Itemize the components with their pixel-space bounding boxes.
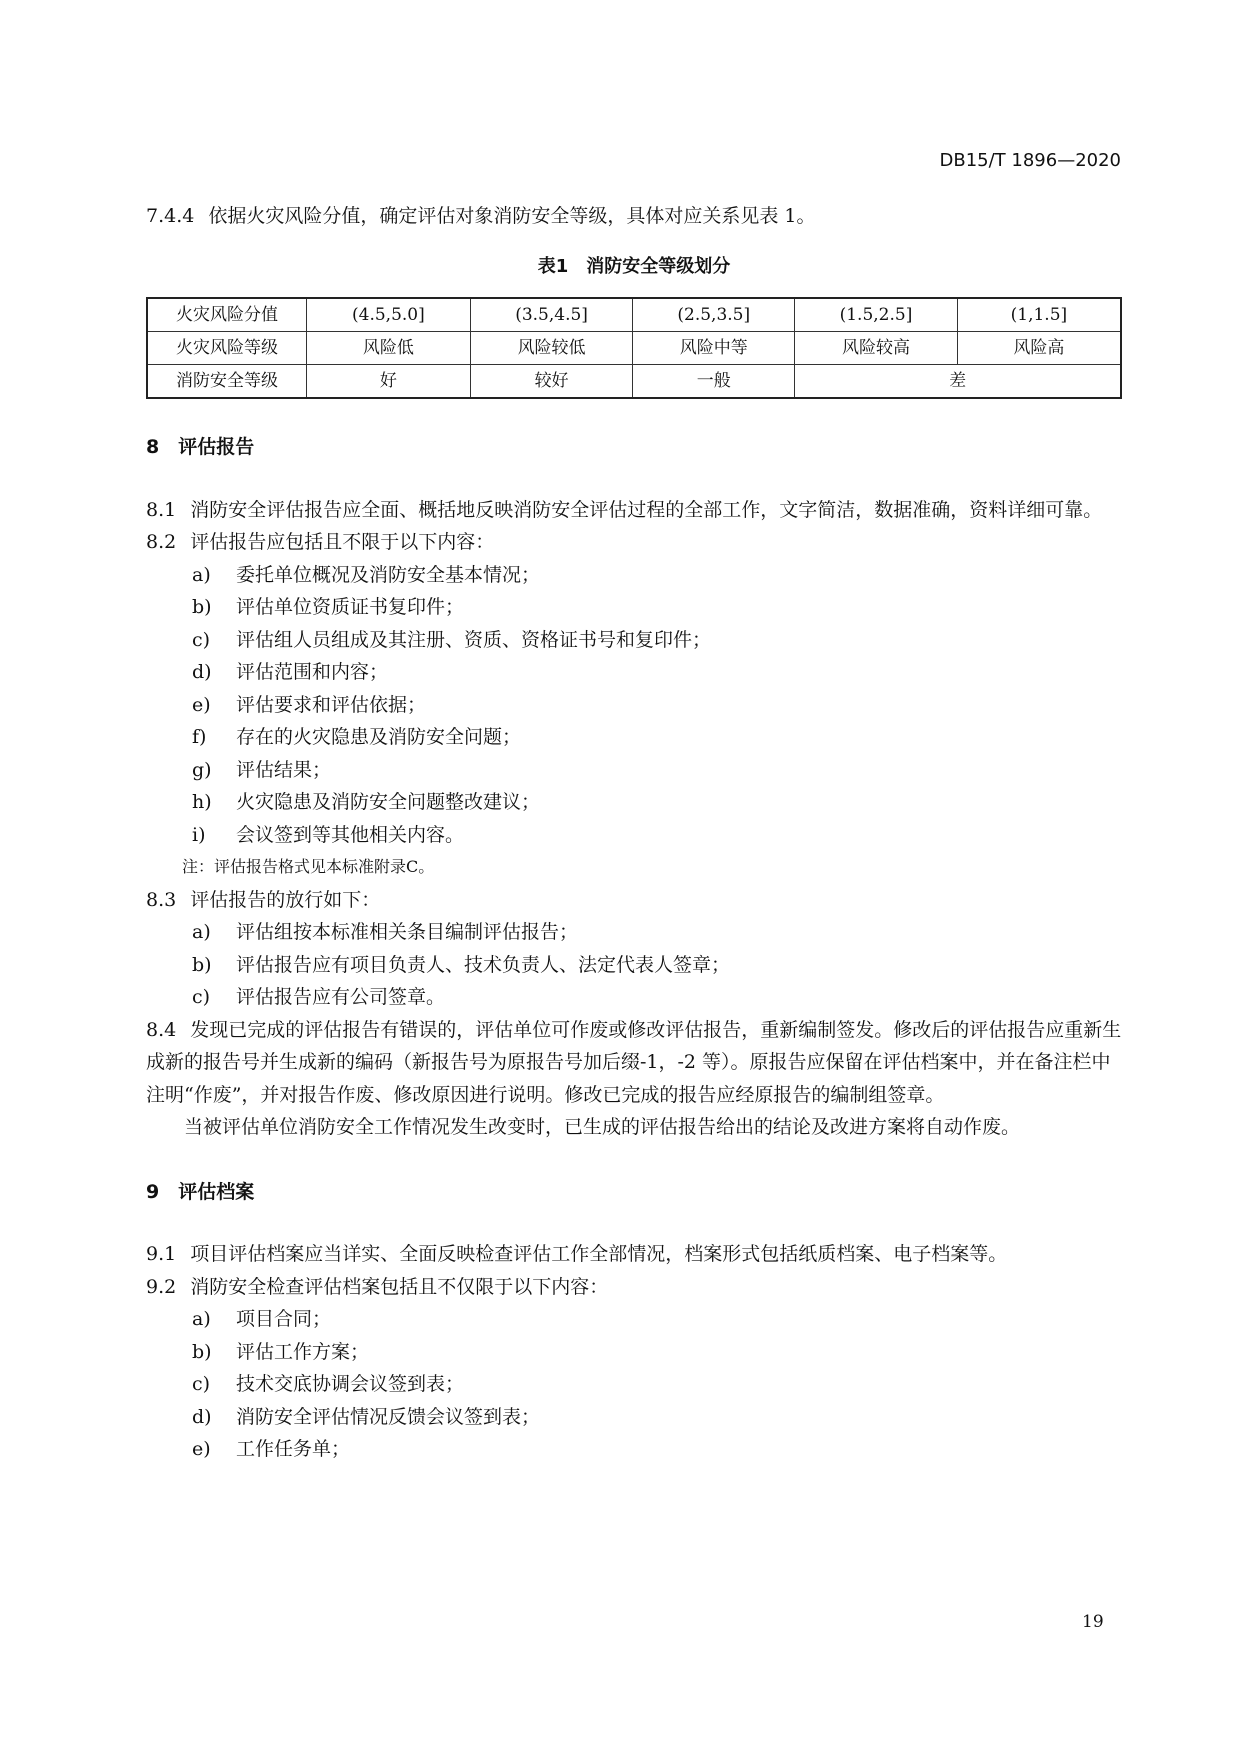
list-marker: d) bbox=[192, 1405, 212, 1428]
clause-8-3 bbox=[146, 884, 1122, 917]
clause-number: 8.1 bbox=[146, 498, 177, 521]
clause-9-2 bbox=[146, 1271, 1122, 1304]
list-item bbox=[146, 656, 1122, 689]
list-text: 评估要求和评估依据； bbox=[236, 693, 427, 716]
section-8-heading: 8 评估报告 bbox=[146, 436, 255, 458]
clause-number: 9.2 bbox=[146, 1275, 177, 1298]
clause-8-1 bbox=[146, 494, 1122, 527]
list-item bbox=[146, 1368, 1122, 1401]
list-item bbox=[146, 591, 1122, 624]
list-item bbox=[146, 786, 1122, 819]
standard-code-header: DB15/T 1896—2020 bbox=[939, 150, 1121, 171]
page-number: 19 bbox=[1082, 1612, 1104, 1632]
list-text: 技术交底协调会议签到表； bbox=[236, 1373, 465, 1395]
clause-7-4-4 bbox=[146, 200, 1122, 233]
table-cell: 风险高 bbox=[957, 332, 1121, 365]
row-header-cell: 火灾风险分值 bbox=[147, 298, 307, 332]
clause-number: 8.4 bbox=[146, 1018, 177, 1041]
clause-text: 依据火灾风险分值，确定评估对象消防安全等级，具体对应关系见表 1。 bbox=[208, 205, 816, 227]
list-item bbox=[146, 721, 1122, 754]
list-item bbox=[146, 1433, 1122, 1466]
clause-text: 评估报告应包括且不限于以下内容： bbox=[190, 531, 495, 553]
list-text: 委托单位概况及消防安全基本情况； bbox=[236, 563, 541, 586]
list-item bbox=[146, 949, 1122, 982]
list-item bbox=[146, 981, 1122, 1014]
list-item bbox=[146, 689, 1122, 722]
clause-text: 消防安全评估报告应全面、概括地反映消防安全评估过程的全部工作，文字简洁，数据准确，资料详细可靠。 bbox=[190, 498, 1103, 521]
list-marker: e) bbox=[192, 1438, 211, 1460]
list-marker: a) bbox=[192, 563, 211, 586]
list-marker: b) bbox=[192, 1340, 212, 1363]
clause-text: 项目评估档案应当详实、全面反映检查评估工作全部情况，档案形式包括纸质档案、电子档案等。 bbox=[190, 1243, 1008, 1265]
section-9-heading: 9 评估档案 bbox=[146, 1180, 255, 1203]
table-row bbox=[147, 365, 1121, 399]
item-list bbox=[146, 916, 1122, 1014]
list-marker: i) bbox=[192, 823, 206, 846]
clause-8-4 bbox=[146, 1014, 1122, 1112]
row-header-cell: 火灾风险等级 bbox=[147, 332, 307, 365]
list-text: 消防安全评估情况反馈会议签到表； bbox=[236, 1405, 541, 1428]
table-row bbox=[147, 332, 1121, 365]
list-text: 存在的火灾隐患及消防安全问题； bbox=[236, 726, 522, 748]
list-text: 评估范围和内容； bbox=[236, 661, 389, 683]
row-header-cell: 消防安全等级 bbox=[147, 365, 307, 399]
item-list bbox=[146, 559, 1122, 852]
list-item bbox=[146, 559, 1122, 592]
clause-number: 9.1 bbox=[146, 1243, 177, 1265]
list-marker: b) bbox=[192, 596, 212, 618]
clause-9-1 bbox=[146, 1238, 1122, 1271]
list-text: 火灾隐患及消防安全问题整改建议； bbox=[236, 791, 541, 813]
clause-text: 发现已完成的评估报告有错误的，评估单位可作废或修改评估报告，重新编制签发。修改后的评估报告应重新生成新的报告号并生成新的编码（新报告号为原报告号加后缀-1，-2 等）。原报告应保留在评估档案中，并在备注栏中注明“作废”，并对报告作废、修改原因进行说明。修改已完成的报告应经原报告的编制组签章。 bbox=[146, 1018, 1122, 1106]
list-text: 评估单位资质证书复印件； bbox=[236, 596, 465, 618]
table-cell: 风险较高 bbox=[795, 332, 958, 365]
list-text: 会议签到等其他相关内容。 bbox=[236, 823, 465, 846]
list-marker: d) bbox=[192, 661, 212, 683]
table-cell: 较好 bbox=[470, 365, 633, 399]
clause-text: 消防安全检查评估档案包括且不仅限于以下内容： bbox=[190, 1275, 609, 1298]
table-cell: 一般 bbox=[633, 365, 795, 399]
clause-8-4-paragraph: 当被评估单位消防安全工作情况发生改变时，已生成的评估报告给出的结论及改进方案将自动作废。 bbox=[184, 1116, 1021, 1138]
list-marker: c) bbox=[192, 628, 211, 651]
list-text: 评估结果； bbox=[236, 758, 332, 781]
item-list bbox=[146, 1303, 1122, 1466]
clause-number: 7.4.4 bbox=[146, 205, 195, 227]
list-item bbox=[146, 1303, 1122, 1336]
table-cell: 风险中等 bbox=[633, 332, 795, 365]
list-item bbox=[146, 819, 1122, 852]
list-text: 项目合同； bbox=[236, 1308, 332, 1330]
list-text: 工作任务单； bbox=[236, 1438, 351, 1460]
list-marker: f) bbox=[192, 726, 207, 748]
list-marker: h) bbox=[192, 791, 212, 813]
table-cell: (2.5,3.5] bbox=[633, 298, 795, 332]
list-text: 评估报告应有项目负责人、技术负责人、法定代表人签章； bbox=[236, 953, 731, 976]
list-item bbox=[146, 1401, 1122, 1434]
list-marker: c) bbox=[192, 1373, 211, 1395]
list-marker: c) bbox=[192, 986, 211, 1008]
table-cell: (3.5,4.5] bbox=[470, 298, 633, 332]
list-item bbox=[146, 624, 1122, 657]
list-text: 评估工作方案； bbox=[236, 1340, 370, 1363]
table-cell: 风险较低 bbox=[470, 332, 633, 365]
table-cell: 差 bbox=[795, 365, 1121, 399]
list-item bbox=[146, 754, 1122, 787]
clause-number: 8.2 bbox=[146, 531, 177, 553]
list-item bbox=[146, 916, 1122, 949]
table-cell: 好 bbox=[307, 365, 471, 399]
table-cell: (1.5,2.5] bbox=[795, 298, 958, 332]
list-text: 评估组按本标准相关条目编制评估报告； bbox=[236, 921, 579, 943]
safety-level-table bbox=[146, 297, 1122, 399]
list-marker: a) bbox=[192, 921, 211, 943]
note: 注：评估报告格式见本标准附录C。 bbox=[182, 857, 435, 876]
list-marker: a) bbox=[192, 1308, 211, 1330]
list-marker: e) bbox=[192, 693, 211, 716]
table-cell: (4.5,5.0] bbox=[307, 298, 471, 332]
list-text: 评估报告应有公司签章。 bbox=[236, 986, 446, 1008]
table-title: 表1 消防安全等级划分 bbox=[537, 255, 731, 277]
list-marker: g) bbox=[192, 758, 212, 781]
clause-text: 评估报告的放行如下： bbox=[190, 888, 381, 911]
table-row bbox=[147, 298, 1121, 332]
list-marker: b) bbox=[192, 953, 212, 976]
list-text: 评估组人员组成及其注册、资质、资格证书号和复印件； bbox=[236, 628, 712, 651]
table-cell: (1,1.5] bbox=[957, 298, 1121, 332]
clause-8-2 bbox=[146, 526, 1122, 559]
list-item bbox=[146, 1336, 1122, 1369]
table-cell: 风险低 bbox=[307, 332, 471, 365]
clause-number: 8.3 bbox=[146, 888, 177, 911]
